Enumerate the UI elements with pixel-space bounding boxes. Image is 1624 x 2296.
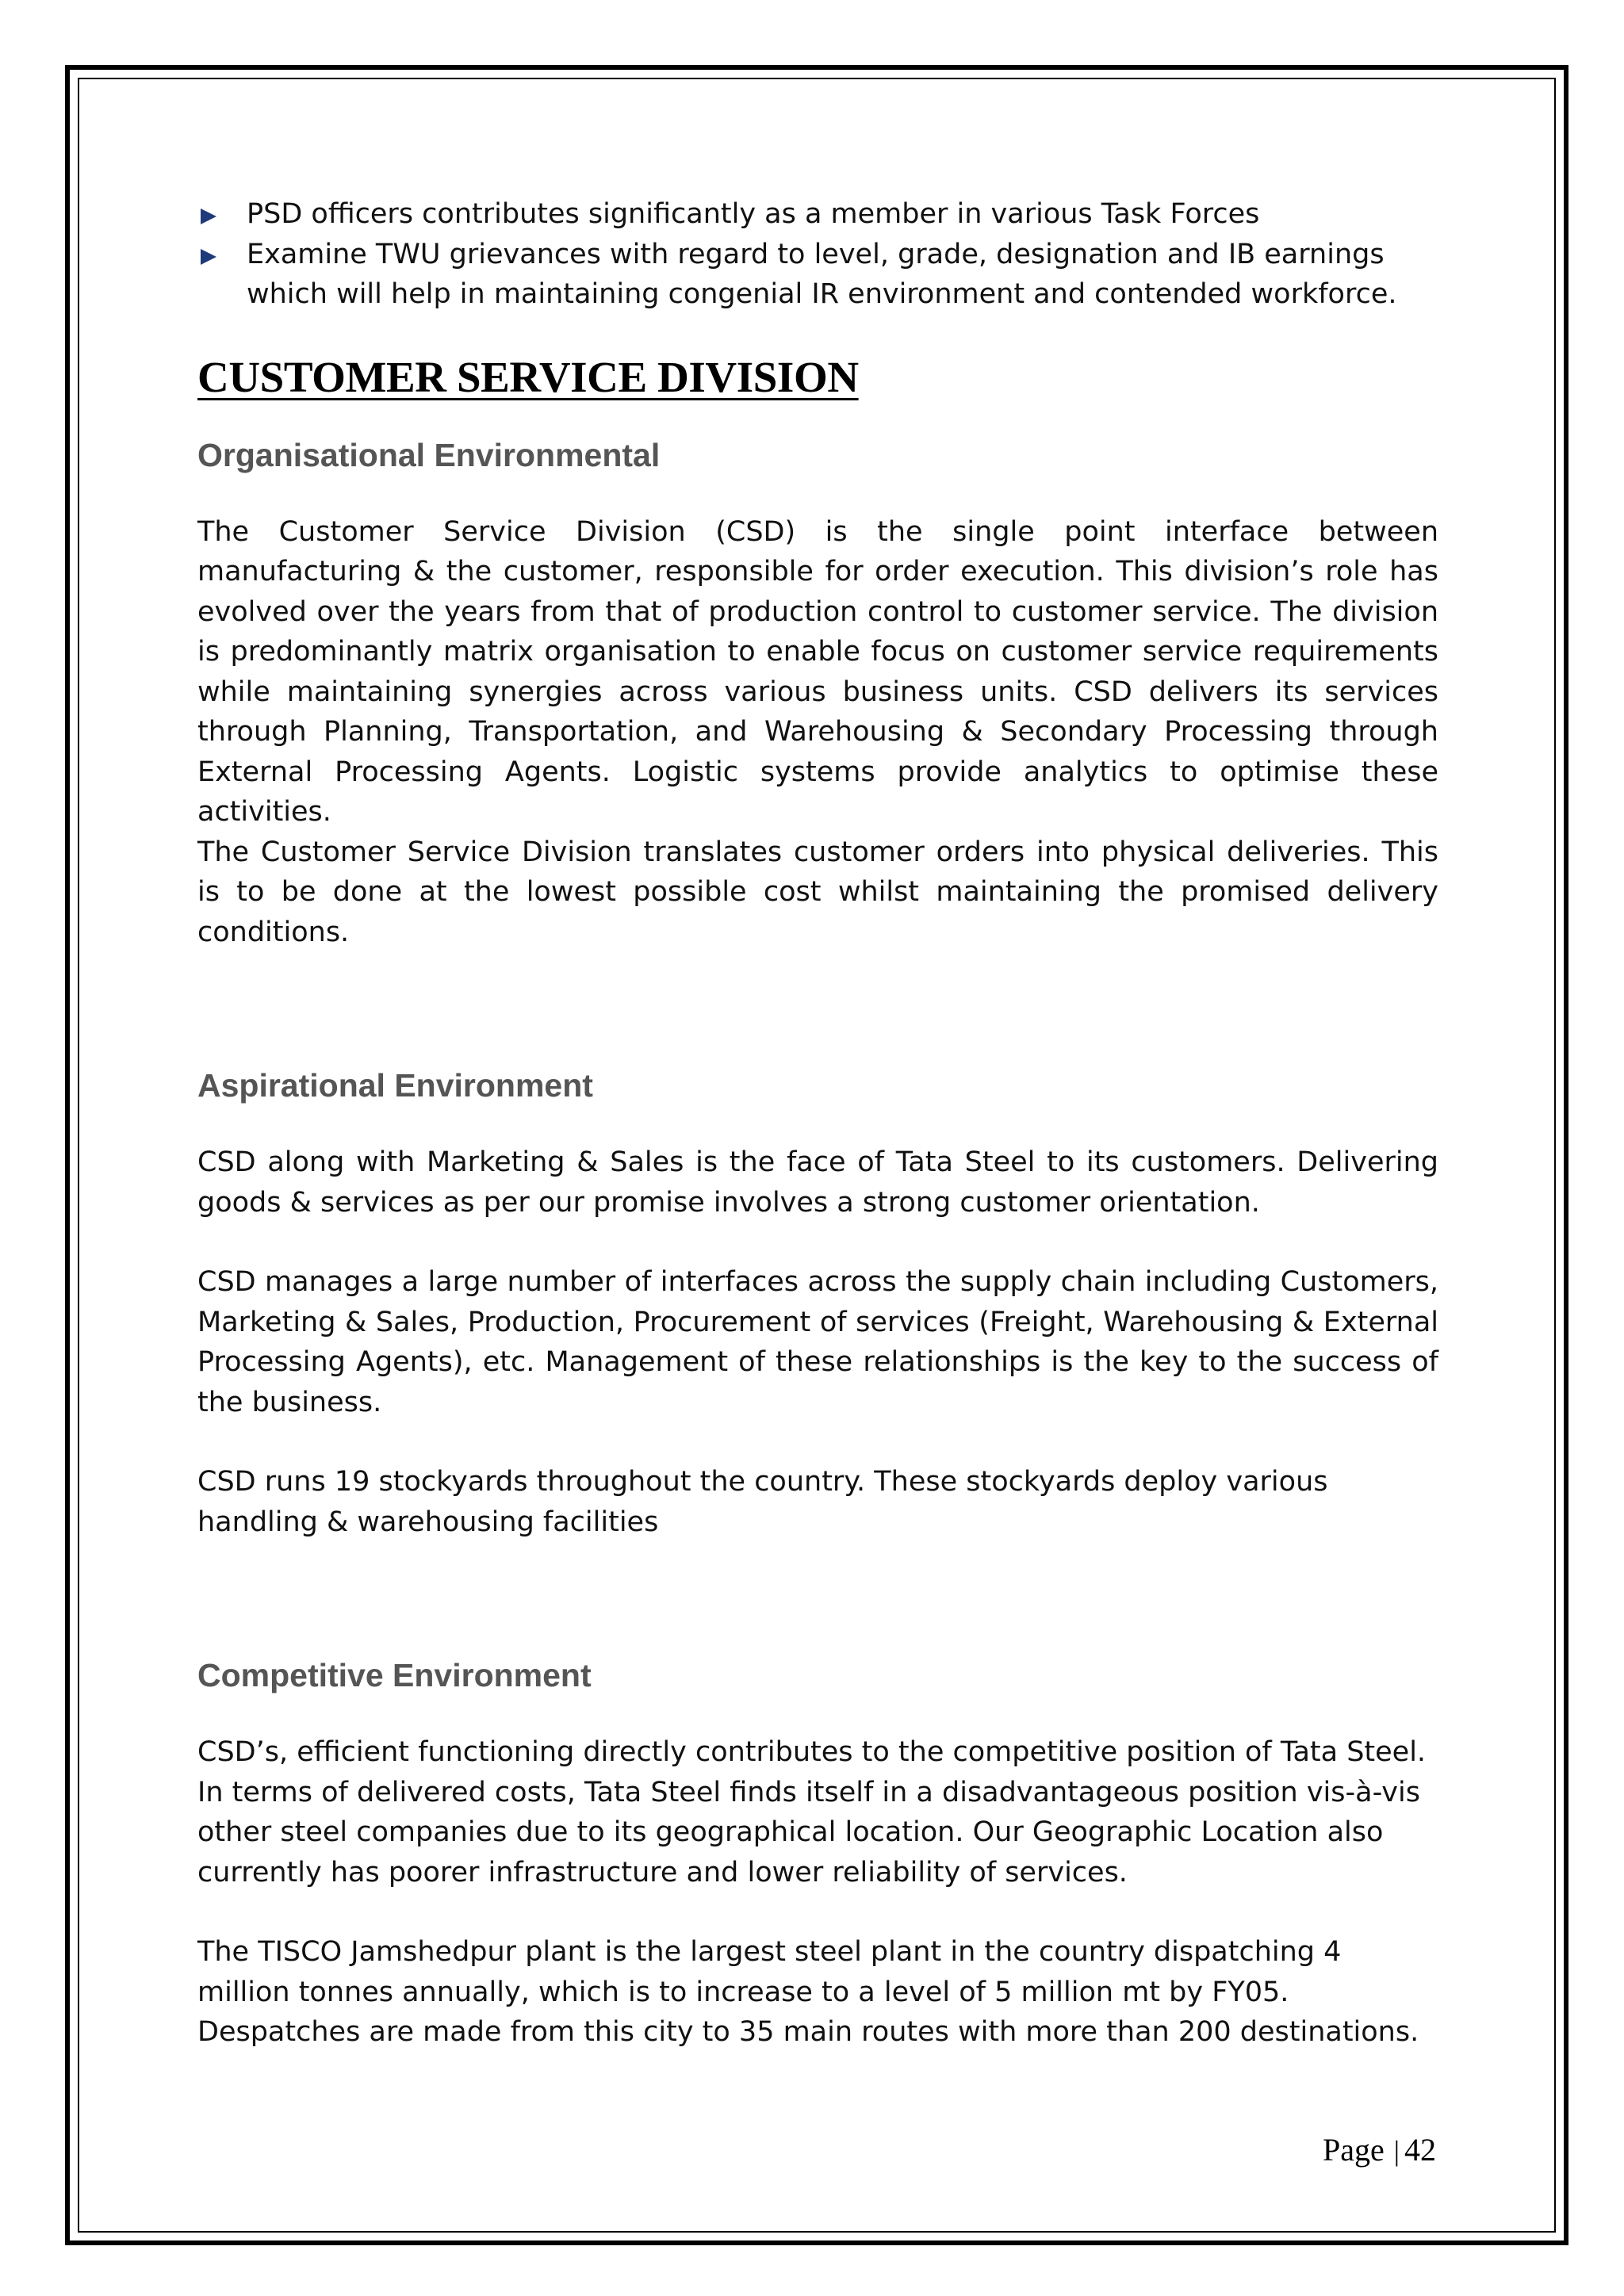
bullet-item <box>197 194 1438 235</box>
page-number: 42 <box>1404 2132 1436 2168</box>
organisational-heading: Organisational Environmental <box>197 436 661 473</box>
organisational-paragraph-2: The Customer Service Division translates customer orders into physical deliveries. This is to be done at the lowest possible cost whilst maintaining the promised delivery conditions. <box>197 836 1438 948</box>
bullet-text: PSD officers contributes significantly as a member in various Task Forces <box>247 198 1260 230</box>
bullet-text: Examine TWU grievances with regard to level, grade, designation and IB earnings which will help in maintaining congenial IR environment and contended workforce. <box>247 238 1397 310</box>
organisational-paragraph-1: The Customer Service Division (CSD) is the single point interface between manufacturing & the customer, responsible for order execution. This division’s role has evolved over the years from that of production control to customer service. The division is predominantly matrix organisation to enable focus on customer service requirements while maintaining synergies across various business units. CSD delivers its services through Planning, Transportation, and Warehousing & Secondary Processing through External Processing Agents. Logistic systems provide analytics to optimise these activities. <box>197 515 1438 828</box>
aspirational-paragraph-3: CSD runs 19 stockyards throughout the country. These stockyards deploy various handling & warehousing facilities <box>197 1466 1328 1538</box>
page-number-footer <box>1323 2131 1436 2168</box>
page-separator: | <box>1393 2135 1400 2167</box>
bullet-list <box>197 194 1438 315</box>
section-title: CUSTOMER SERVICE DIVISION <box>197 352 859 401</box>
competitive-paragraph-2: The TISCO Jamshedpur plant is the largest steel plant in the country dispatching 4 million tonnes annually, which is to increase to a level of 5 million mt by FY05. Despatches are made from this city to 35 main routes with more than 200 destinations. <box>197 1936 1419 2048</box>
bullet-item <box>197 235 1438 315</box>
aspirational-heading: Aspirational Environment <box>197 1067 593 1104</box>
triangle-bullet-icon <box>201 249 216 265</box>
aspirational-paragraph-1: CSD along with Marketing & Sales is the face of Tata Steel to its customers. Delivering goods & services as per our promise involves a strong customer orientation. <box>197 1146 1438 1219</box>
page-content <box>197 194 1438 2053</box>
competitive-paragraph-1: CSD’s, efficient functioning directly contributes to the competitive position of Tata Steel. In terms of delivered costs, Tata Steel finds itself in a disadvantageous position vis-à-vis other steel companies due to its geographical location. Our Geographic Location also currently has poorer infrastructure and lower reliability of services. <box>197 1736 1427 1888</box>
page-label: Page <box>1323 2132 1385 2168</box>
triangle-bullet-icon <box>201 209 216 224</box>
aspirational-paragraph-2: CSD manages a large number of interfaces across the supply chain including Customers, Marketing & Sales, Production, Procurement of services (Freight, Warehousing & External Processing Agents), etc. Management of these relationships is the key to the success of the business. <box>197 1266 1438 1418</box>
competitive-heading: Competitive Environment <box>197 1657 592 1693</box>
